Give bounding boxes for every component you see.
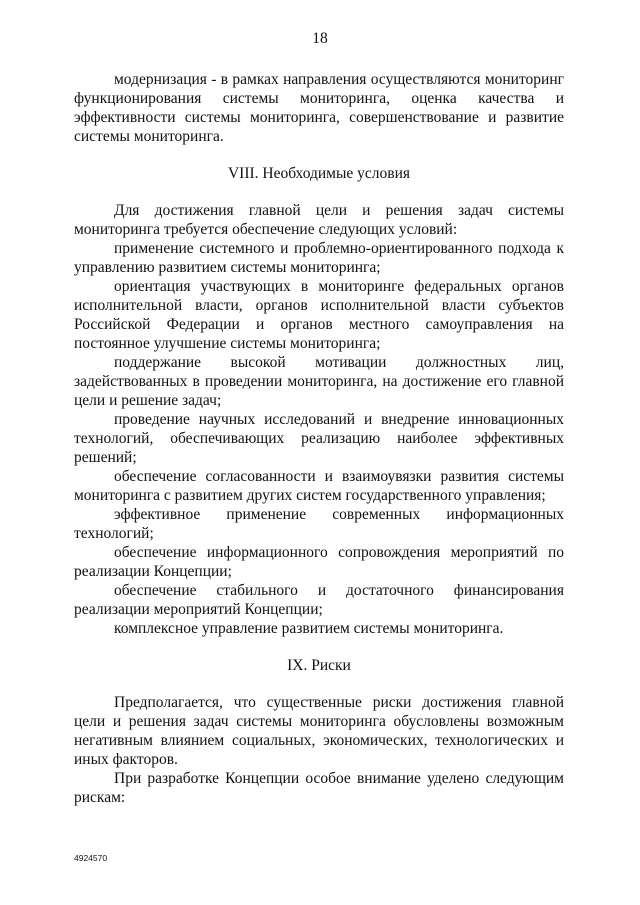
section-viii-lead: Для достижения главной цели и решения задач системы мониторинга требуется обеспечение следующих условий: xyxy=(74,202,564,238)
condition-item: обеспечение согласованности и взаимоувязки развития системы мониторинга с развитием других систем государственного управления; xyxy=(74,468,564,504)
risks-paragraph: При разработке Концепции особое внимание уделено следующим рискам: xyxy=(74,770,564,806)
condition-item: ориентация участвующих в мониторинге федеральных органов исполнительной власти, органов исполнительной власти субъектов Российской Федерации и органов местного самоуправления на постоянное улучшение системы мониторинга; xyxy=(74,278,564,352)
section-heading-viii: VIII. Необходимые условия xyxy=(227,165,411,182)
condition-item: комплексное управление развитием системы мониторинга. xyxy=(114,620,504,637)
intro-paragraph: модернизация - в рамках направления осуществляются мониторинг функционирования системы мониторинга, оценка качества и эффективности системы мониторинга, совершенствование и развитие системы мониторинга. xyxy=(74,71,564,145)
condition-item: поддержание высокой мотивации должностных лиц, задействованных в проведении мониторинга, на достижение его главной цели и решение задач; xyxy=(74,354,564,409)
section-heading-ix: IX. Риски xyxy=(287,657,351,674)
page-number: 18 xyxy=(312,30,328,47)
condition-item: применение системного и проблемно-ориентированного подхода к управлению развитием системы мониторинга; xyxy=(74,240,564,276)
document-body xyxy=(74,70,564,807)
condition-item: обеспечение информационного сопровождения мероприятий по реализации Концепции; xyxy=(74,544,564,580)
document-id: 4924570 xyxy=(74,853,108,863)
condition-item: эффективное применение современных информационных технологий; xyxy=(74,506,564,542)
condition-item: проведение научных исследований и внедрение инновационных технологий, обеспечивающих реализацию наиболее эффективных решений; xyxy=(74,411,564,466)
risks-paragraph: Предполагается, что существенные риски достижения главной цели и решения задач системы мониторинга обусловлены возможным негативным влиянием социальных, экономических, технологических и иных факторов. xyxy=(74,694,564,768)
condition-item: обеспечение стабильного и достаточного финансирования реализации мероприятий Концепции; xyxy=(74,582,564,618)
